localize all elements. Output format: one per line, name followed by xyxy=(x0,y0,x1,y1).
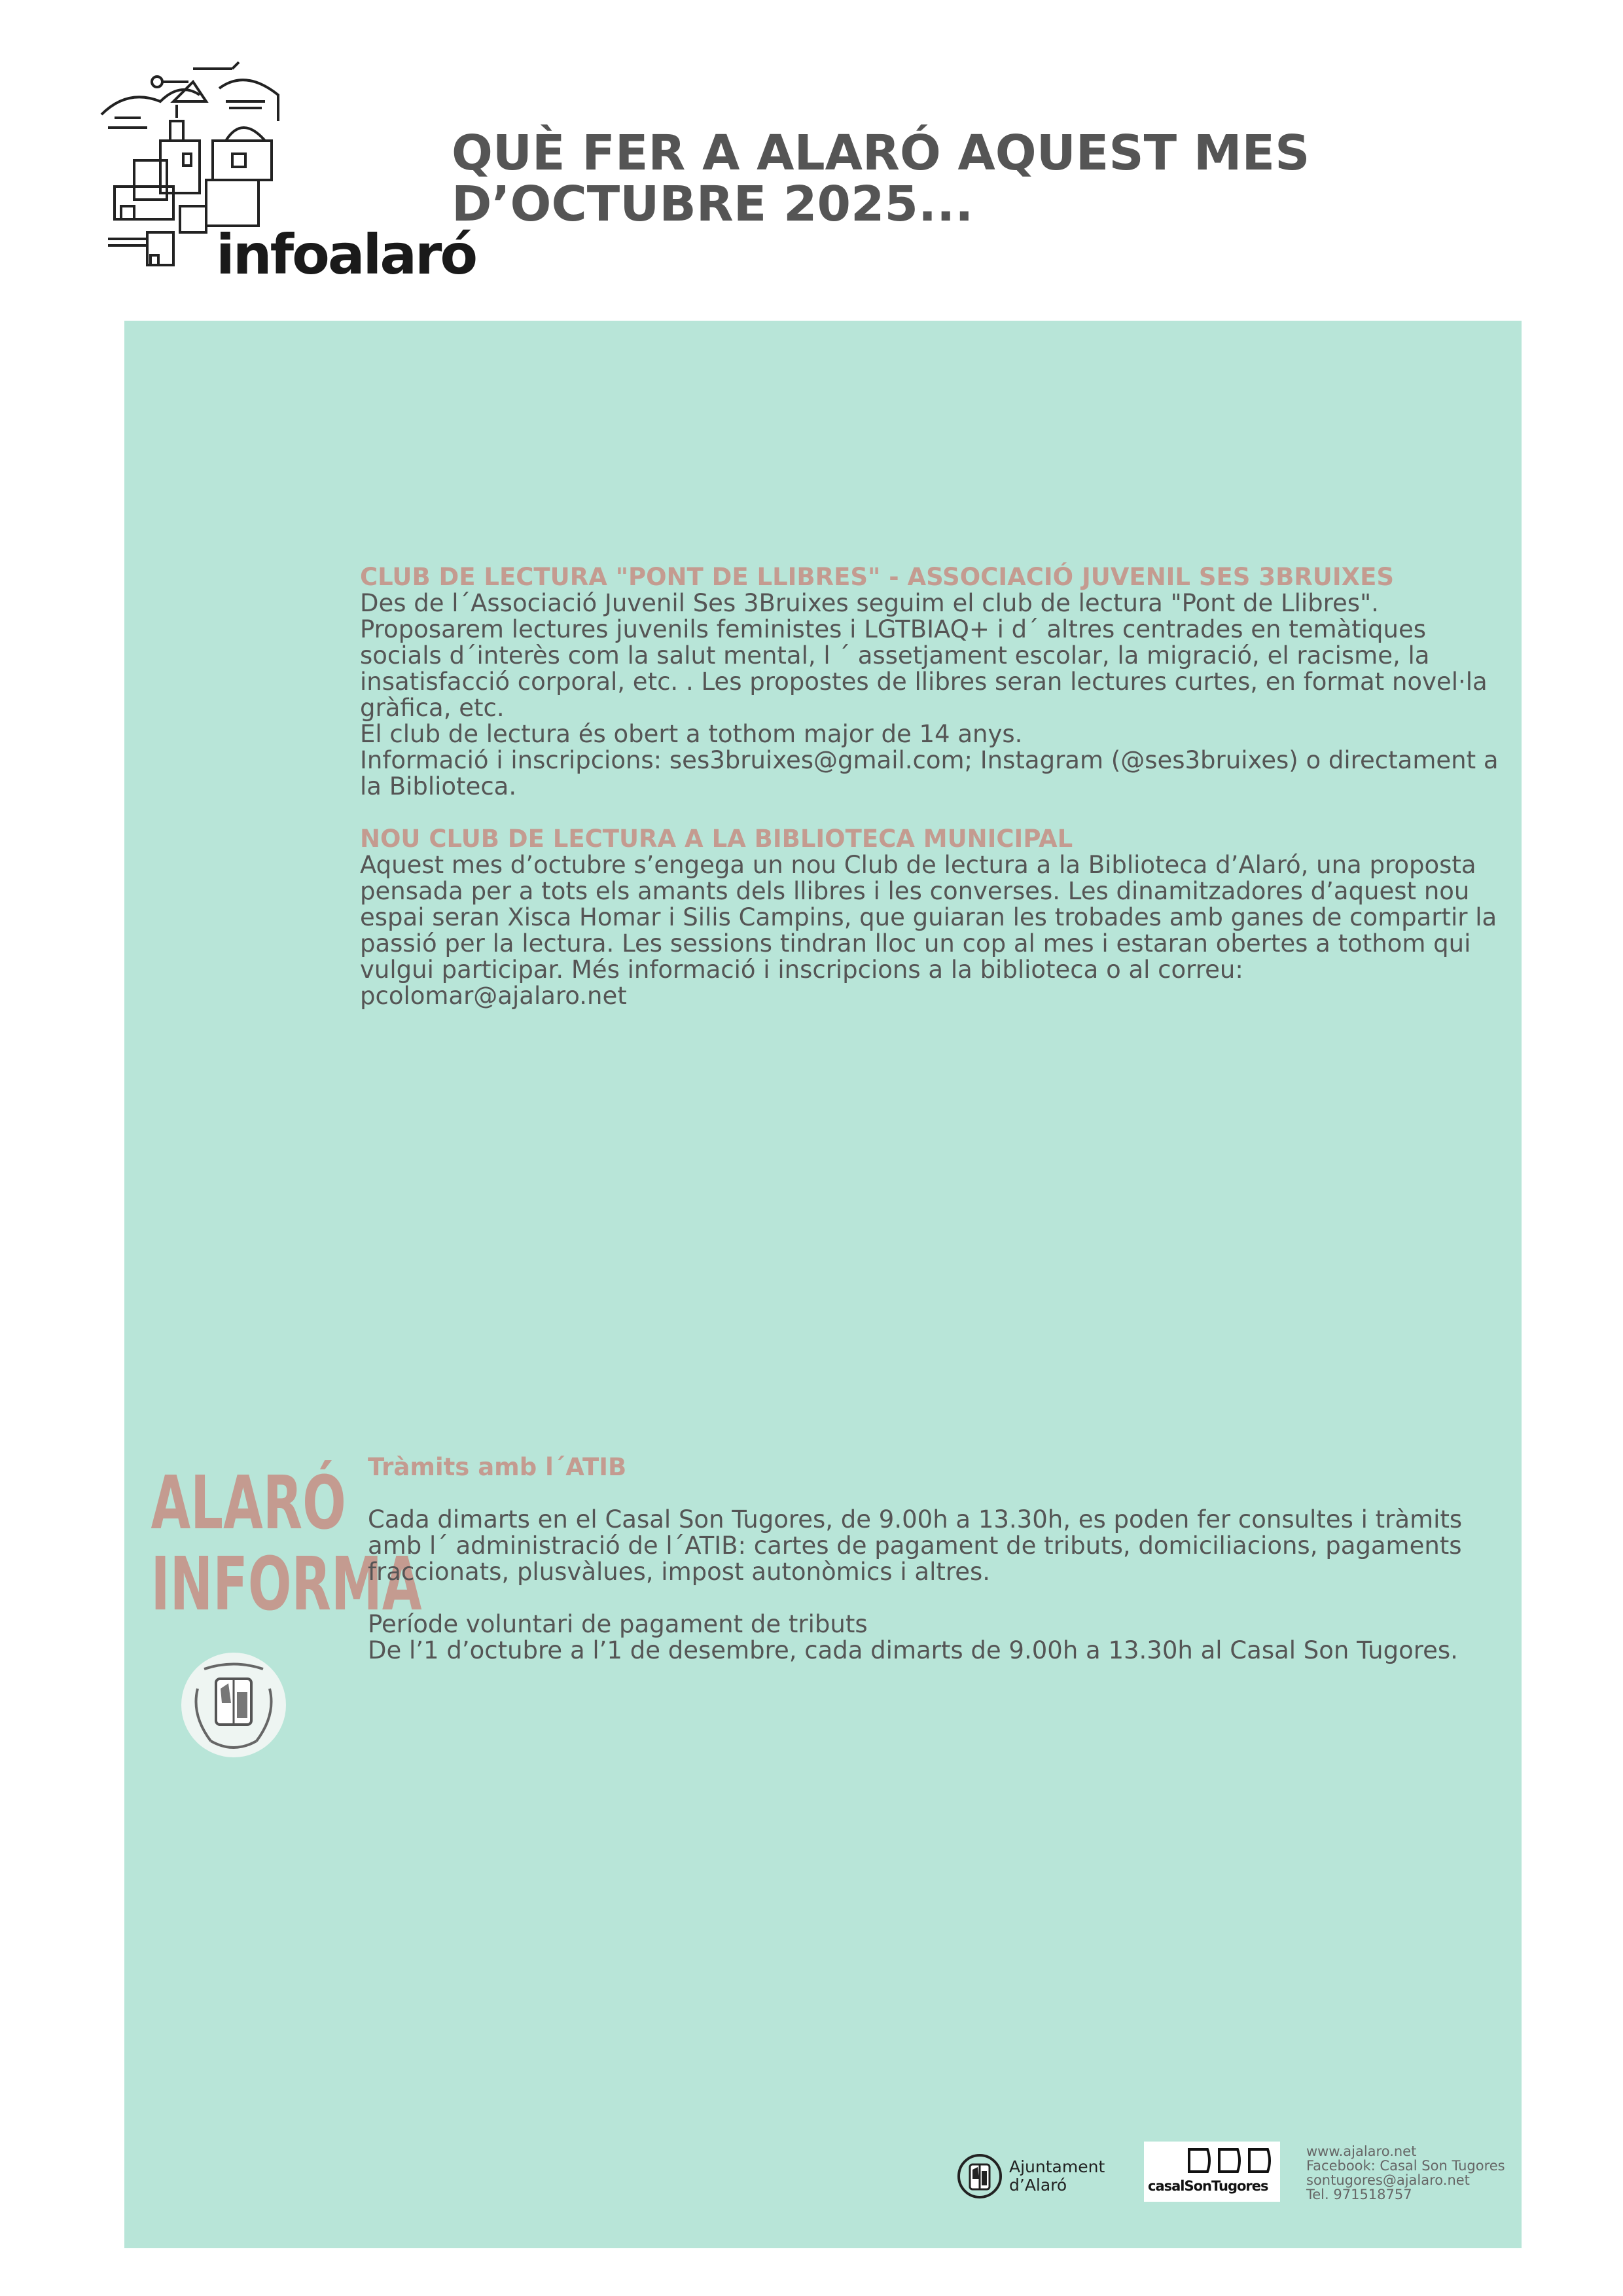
contact-website[interactable]: www.ajalaro.net xyxy=(1306,2144,1417,2159)
ajuntament-crest-icon xyxy=(957,2150,1003,2201)
page-title-line2: D’OCTUBRE 2025... xyxy=(452,176,974,232)
page-title xyxy=(452,125,1433,232)
atib-paragraph: Cada dimarts en el Casal Son Tugores, de 9.00h a 13.30h, es poden fer consultes i tràmits amb l´ administració de l´ATIB: cartes de pagament de tributs, domiciliacions, pagaments fraccionats, plusvàlues, impost autonòmics i altres. xyxy=(368,1505,1463,1586)
event-text: Des de l´Associació Juvenil Ses 3Bruixes seguim el club de lectura "Pont de Llibres". xyxy=(360,589,1379,617)
town-seal-icon xyxy=(178,1649,289,1761)
contact-facebook[interactable]: Facebook: Casal Son Tugores xyxy=(1306,2158,1505,2174)
contact-info xyxy=(1306,2144,1505,2202)
event-pont-de-llibres xyxy=(360,564,1512,800)
ajuntament-line1: Ajuntament xyxy=(1009,2157,1105,2176)
event-nou-club-lectura xyxy=(360,826,1512,1009)
atib-period-title: Període voluntari de pagament de tributs xyxy=(368,1610,868,1638)
casal-wordmark: casalSonTugores xyxy=(1148,2178,1268,2194)
informa-line1: ALARÓ xyxy=(151,1461,346,1546)
ajuntament-logo xyxy=(957,2150,1120,2202)
casal-arches-icon xyxy=(1186,2147,1275,2174)
contact-email[interactable]: sontugores@ajalaro.net xyxy=(1306,2172,1470,2188)
informa-line2: INFORMA xyxy=(151,1542,422,1627)
page-title-line1: QUÈ FER A ALARÓ AQUEST MES xyxy=(452,125,1310,181)
logo-wordmark: infoalaró xyxy=(216,223,476,287)
infoalaro-logo xyxy=(95,56,476,304)
casal-son-tugores-logo xyxy=(1144,2142,1280,2202)
event-title: NOU CLUB DE LECTURA A LA BIBLIOTECA MUNICIPAL xyxy=(360,825,1073,853)
atib-section xyxy=(368,1454,1507,1690)
atib-title: Tràmits amb l´ATIB xyxy=(368,1453,627,1481)
event-text: Aquest mes d’octubre s’engega un nou Club de lectura a la Biblioteca d’Alaró, una proposta pensada per a tots els amants dels llibres i les converses. Les dinamitzadores d’aquest nou espai seran Xisca Homar i Silis Campins, que guiaran les trobades amb ganes de compartir la passió per la lectura. Les sessions tindran lloc un cop al mes i estaran obertes a tothom qui vulgui participar. Més informació i inscripcions a la biblioteca o al correu: pcolomar@ajalaro.net xyxy=(360,851,1497,1010)
alaro-informa-heading xyxy=(151,1461,422,1627)
event-text: Proposarem lectures juvenils feministes i LGTBIAQ+ i d´ altres centrades en temàtiques socials d´interès com la salut mental, l ´ assetjament escolar, la migració, el racisme, la insatisfacció corporal, etc. . Les propostes de llibres seran lectures curtes, en format novel·la gràfica, etc. xyxy=(360,615,1488,722)
event-title: CLUB DE LECTURA "PONT DE LLIBRES" - ASSOCIACIÓ JUVENIL SES 3BRUIXES xyxy=(360,563,1395,591)
ajuntament-line2: d’Alaró xyxy=(1009,2176,1067,2195)
event-text: Informació i inscripcions: ses3bruixes@gmail.com; Instagram (@ses3bruixes) o directament a la Biblioteca. xyxy=(360,746,1499,800)
event-text: El club de lectura és obert a tothom major de 14 anys. xyxy=(360,720,1023,748)
contact-phone: Tel. 971518757 xyxy=(1306,2187,1412,2202)
atib-period-text: De l’1 d’octubre a l’1 de desembre, cada dimarts de 9.00h a 13.30h al Casal Son Tugores. xyxy=(368,1636,1458,1664)
